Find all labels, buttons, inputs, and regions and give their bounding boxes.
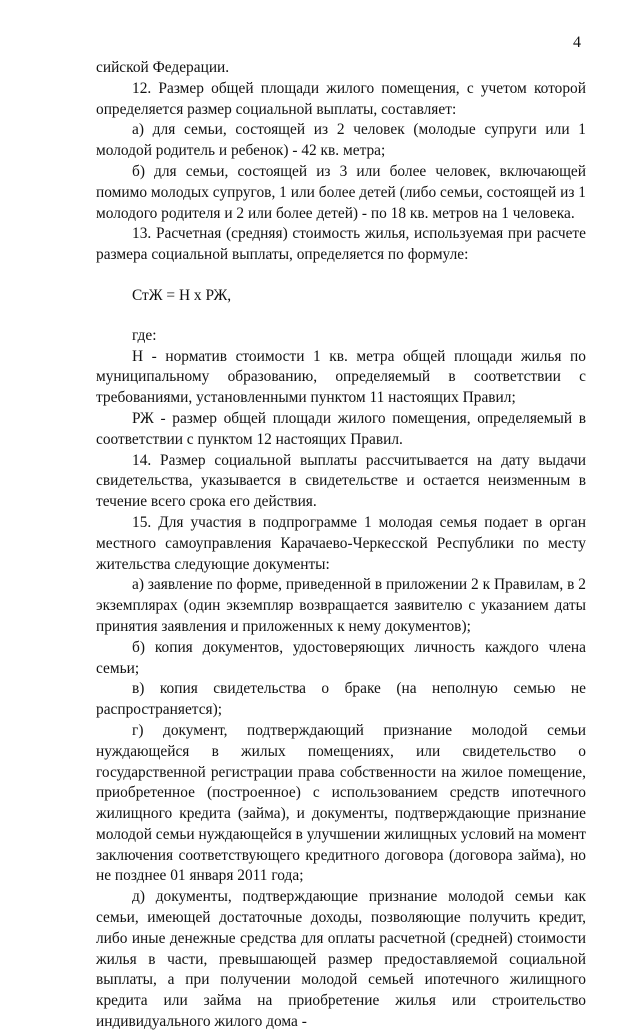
paragraph-15-v: в) копия свидетельства о браке (на неполную семью не распространяется); [96, 680, 586, 719]
paragraph-15-a: а) заявление по форме, приведенной в приложении 2 к Правилам, в 2 экземплярах (один экземпляр возвращается заявителю с указанием даты принятия заявления и приложенных к нему документов); [96, 576, 586, 635]
paragraph-12: 12. Размер общей площади жилого помещения, с учетом которой определяется размер социальной выплаты, составляет: [96, 79, 586, 118]
document-body [96, 58, 586, 1033]
paragraph-15-b: б) копия документов, удостоверяющих личность каждого члена семьи; [96, 638, 586, 677]
definition-n: Н - норматив стоимости 1 кв. метра общей площади жилья по муниципальному образованию, определяемый в соответствии с требованиями, установленными пунктом 11 настоящих Правил; [96, 347, 586, 407]
page-number: 4 [573, 34, 581, 51]
paragraph-continuation: сийской Федерации. [96, 59, 230, 76]
paragraph-15: 15. Для участия в подпрограмме 1 молодая семья подает в орган местного самоуправления Карачаево-Черкесской Республики по месту жительства следующие документы: [96, 513, 586, 573]
paragraph-15-d: д) документы, подтверждающие признание молодой семьи как семьи, имеющей достаточные доходы, позволяющие получить кредит, либо иные денежные средства для оплаты расчетной (средней) стоимости жилья в части, превышающей размер предоставляемой социальной выплаты, а при получении молодой семьей ипотечного жилищного кредита или займа на приобретение жилья или строительство индивидуального жилого дома - [96, 888, 586, 1031]
paragraph-13: 13. Расчетная (средняя) стоимость жилья, используемая при расчете размера социальной выплаты, определяется по формуле: [96, 225, 586, 264]
definition-rzh: РЖ - размер общей площади жилого помещения, определяемый в соответствии с пунктом 12 настоящих Правил. [96, 409, 586, 448]
paragraph-14: 14. Размер социальной выплаты рассчитывается на дату выдачи свидетельства, указывается в свидетельстве и остается неизменным в течение всего срока его действия. [96, 451, 586, 511]
paragraph-12-b: б) для семьи, состоящей из 3 или более человек, включающей помимо молодых супругов, 1 или более детей (либо семьи, состоящей из 1 молодого родителя и 2 или более детей) - по 18 кв. метров на 1 человека. [96, 162, 586, 222]
paragraph-12-a: а) для семьи, состоящей из 2 человек (молодые супруги или 1 молодой родитель и ребенок) - 42 кв. метра; [96, 121, 586, 160]
paragraph-15-g: г) документ, подтверждающий признание молодой семьи нуждающейся в жилых помещениях, или свидетельство о государственной регистрации права собственности на жилое помещение, приобретенное (построенное) с использованием средств ипотечного жилищного кредита (займа), и документы, подтверждающие признание молодой семьи нуждающейся в улучшении жилищных условий на момент заключения соответствующего кредитного договора (договора займа), но не позднее 01 января 2011 года; [96, 721, 586, 885]
formula: СтЖ = Н х РЖ, [132, 286, 232, 304]
formula-where-label: где: [132, 326, 157, 344]
